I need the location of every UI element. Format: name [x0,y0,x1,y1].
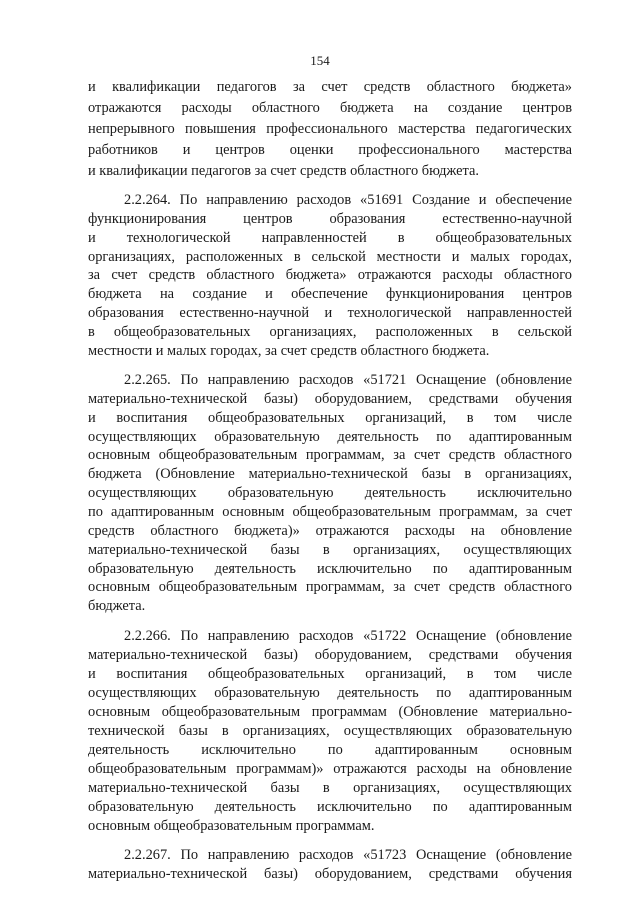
text-line: 2.2.265. По направлению расходов «51721 Оснащение (обновление [124,372,572,388]
text-line: и технологической направленностей в общеобразовательных [88,230,572,246]
text-line: материально-технической базы) оборудованием, средствами обучения [88,866,572,882]
text-line: в общеобразовательных организациях, расположенных в сельской [88,324,572,340]
text-line: и квалификации педагогов за счет средств областного бюджета» [88,79,572,95]
text-line: осуществляющих образовательную деятельность по адаптированным [88,685,572,701]
text-line: материально-технической базы в организациях, осуществляющих [88,542,572,558]
text-line: организациях, расположенных в сельской местности и малых городах, [88,249,572,265]
text-line: образования естественно-научной и технологической направленностей [88,305,572,321]
text-line: местности и малых городах, за счет средств областного бюджета. [88,343,490,359]
text-line: осуществляющих образовательную деятельность по адаптированным [88,429,572,445]
text-line: деятельность исключительно по адаптированным основным [88,742,572,758]
text-line: основным общеобразовательным программам (Обновление материально- [88,704,572,720]
text-line: технической базы в организациях, осуществляющих образовательную [88,723,572,739]
text-line: материально-технической базы) оборудованием, средствами обучения [88,647,572,663]
text-line: и воспитания общеобразовательных организаций, в том числе [88,410,572,426]
text-line: материально-технической базы в организациях, осуществляющих [88,780,572,796]
text-line: основным общеобразовательным программам, за счет средств областного [88,579,572,595]
text-line: образовательную деятельность исключительно по адаптированным [88,561,572,577]
text-line: основным общеобразовательным программам, за счет средств областного [88,447,572,463]
text-line: 2.2.266. По направлению расходов «51722 Оснащение (обновление [124,628,572,644]
text-line: образовательную деятельность исключительно по адаптированным [88,799,572,815]
text-line: материально-технической базы) оборудованием, средствами обучения [88,391,572,407]
page-number: 154 [310,53,330,68]
text-line: бюджета (Обновление материально-технической базы в организациях, [88,466,572,482]
text-line: работников и центров оценки профессионального мастерства [88,142,572,158]
text-line: и квалификации педагогов за счет средств областного бюджета. [88,163,479,179]
text-line: функционирования центров образования естественно-научной [88,211,572,227]
text-line: за счет средств областного бюджета» отражаются расходы областного [88,267,572,283]
text-line: по адаптированным основным общеобразовательным программам, за счет [88,504,572,520]
text-line: осуществляющих образовательную деятельность исключительно [88,485,572,501]
text-line: основным общеобразовательным программам. [88,818,375,834]
text-line: 2.2.264. По направлению расходов «51691 Создание и обеспечение [124,192,572,208]
text-line: отражаются расходы областного бюджета на создание центров [88,100,572,116]
text-line: и воспитания общеобразовательных организаций, в том числе [88,666,572,682]
text-line: 2.2.267. По направлению расходов «51723 Оснащение (обновление [124,847,572,863]
text-line: общеобразовательным программам)» отражаются расходы на обновление [88,761,572,777]
text-line: непрерывного повышения профессионального мастерства педагогических [88,121,572,137]
text-line: бюджета. [88,598,146,614]
text-line: бюджета на создание и обеспечение функционирования центров [88,286,572,302]
text-line: средств областного бюджета)» отражаются расходы на обновление [88,523,572,539]
